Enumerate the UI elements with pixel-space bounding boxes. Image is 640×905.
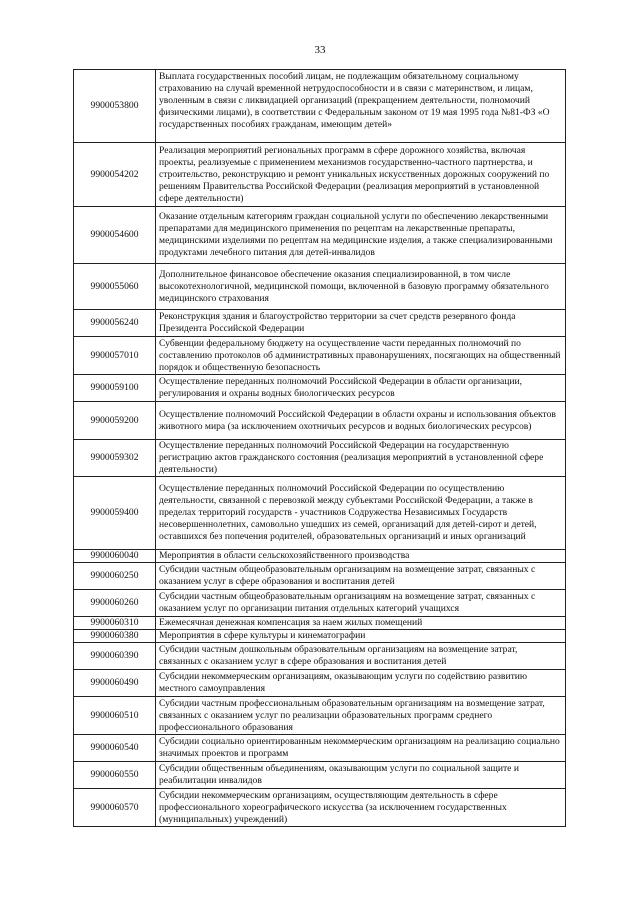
row-description: Субсидии частным общеобразовательным организациям на возмещение затрат, связанных с оказанием услуг по организации питания отдельных категорий учащихся: [156, 590, 566, 617]
row-description: Субсидии некоммерческим организациям, осуществляющим деятельность в сфере профессионального хореографического искусства (за исключением государственных (муниципальных) учреждений): [156, 789, 566, 827]
row-code: 9900059302: [74, 440, 156, 477]
row-code: 9900054202: [74, 143, 156, 207]
row-code: 9900060260: [74, 590, 156, 617]
row-code: 9900060390: [74, 643, 156, 670]
table-row: [74, 643, 566, 670]
table-row: [74, 617, 566, 630]
table-row: [74, 630, 566, 643]
row-description: Субсидии частным профессиональным образовательным организациям на возмещение затрат, связанных с оказанием услуг по реализации образовательных программ среднего профессионального образования: [156, 697, 566, 735]
row-code: 9900055060: [74, 264, 156, 310]
table-row: [74, 440, 566, 477]
row-code: 9900053800: [74, 70, 156, 143]
row-code: 9900059100: [74, 375, 156, 402]
row-code: 9900060040: [74, 550, 156, 563]
row-description: Мероприятия в сфере культуры и кинематографии: [156, 630, 566, 643]
row-code: 9900060550: [74, 762, 156, 789]
row-description: Оказание отдельным категориям граждан социальной услуги по обеспечению лекарственными препаратами для медицинского применения по рецептам на лекарственные препараты, медицинскими изделиями по рецептам на медицинские изделия, а также специализированными продуктами лечебного питания для детей-инвалидов: [156, 207, 566, 264]
table-row: [74, 402, 566, 440]
table-row: [74, 207, 566, 264]
table-row: [74, 563, 566, 590]
table-row: [74, 789, 566, 827]
table-row: [74, 310, 566, 337]
row-description: Субсидии общественным объединениям, оказывающим услуги по социальной защите и реабилитации инвалидов: [156, 762, 566, 789]
row-code: 9900060510: [74, 697, 156, 735]
row-code: 9900056240: [74, 310, 156, 337]
row-description: Мероприятия в области сельскохозяйственного производства: [156, 550, 566, 563]
table-row: [74, 264, 566, 310]
row-description: Реализация мероприятий региональных программ в сфере дорожного хозяйства, включая проекты, реализуемые с применением механизмов государственно-частного партнерства, и строительство, реконструкцию и ремонт уникальных искусственных дорожных сооружений по решениям Правительства Российской Федерации (реализация мероприятий в установленной сфере деятельности): [156, 143, 566, 207]
row-code: 9900059400: [74, 477, 156, 550]
row-description: Осуществление переданных полномочий Российской Федерации в области организации, регулирования и охраны водных биологических ресурсов: [156, 375, 566, 402]
table-row: [74, 550, 566, 563]
row-description: Субсидии частным общеобразовательным организациям на возмещение затрат, связанных с оказанием услуг в сфере образования и воспитания детей: [156, 563, 566, 590]
table-row: [74, 735, 566, 762]
row-description: Дополнительное финансовое обеспечение оказания специализированной, в том числе высокотехнологичной, медицинской помощи, включенной в базовую программу обязательного медицинского страхования: [156, 264, 566, 310]
row-code: 9900054600: [74, 207, 156, 264]
table-row: [74, 477, 566, 550]
budget-codes-table: [73, 69, 566, 827]
row-description: Реконструкция здания и благоустройство территории за счет средств резервного фонда Президента Российской Федерации: [156, 310, 566, 337]
table-row: [74, 590, 566, 617]
row-code: 9900060250: [74, 563, 156, 590]
row-code: 9900060540: [74, 735, 156, 762]
row-code: 9900060310: [74, 617, 156, 630]
row-description: Субсидии социально ориентированным некоммерческим организациям на реализацию социально значимых проектов и программ: [156, 735, 566, 762]
table-row: [74, 337, 566, 375]
row-description: Осуществление переданных полномочий Российской Федерации на государственную регистрацию актов гражданского состояния (реализация мероприятий в установленной сфере деятельности): [156, 440, 566, 477]
row-description: Выплата государственных пособий лицам, не подлежащим обязательному социальному страхованию на случай временной нетрудоспособности и в связи с материнством, и лицам, уволенным в связи с ликвидацией организаций (прекращением деятельности, полномочий физическими лицами), в соответствии с Федеральным законом от 19 мая 1995 года №81-ФЗ «О государственных пособиях гражданам, имеющим детей»: [156, 70, 566, 143]
row-code: 9900060570: [74, 789, 156, 827]
table-row: [74, 670, 566, 697]
row-description: Субвенции федеральному бюджету на осуществление части переданных полномочий по составлению протоколов об административных правонарушениях, посягающих на общественный порядок и общественную безопасность: [156, 337, 566, 375]
row-code: 9900060380: [74, 630, 156, 643]
table-row: [74, 375, 566, 402]
table-row: [74, 762, 566, 789]
table-row: [74, 697, 566, 735]
row-description: Осуществление переданных полномочий Российской Федерации по осуществлению деятельности, связанной с перевозкой между субъектами Российской Федерации, а также в пределах территорий государств - участников Содружества Независимых Государств несовершеннолетних, самовольно ушедших из семей, организаций для детей-сирот и детей, оставшихся без попечения родителей, образовательных организаций и иных организаций: [156, 477, 566, 550]
row-description: Субсидии некоммерческим организациям, оказывающим услуги по содействию развитию местного самоуправления: [156, 670, 566, 697]
row-description: Субсидии частным дошкольным образовательным организациям на возмещение затрат, связанных с оказанием услуг в сфере образования и воспитания детей: [156, 643, 566, 670]
table-row: [74, 70, 566, 143]
table-row: [74, 143, 566, 207]
row-description: Осуществление полномочий Российской Федерации в области охраны и использования объектов животного мира (за исключением охотничьих ресурсов и водных биологических ресурсов): [156, 402, 566, 440]
row-code: 9900060490: [74, 670, 156, 697]
row-code: 9900059200: [74, 402, 156, 440]
row-code: 9900057010: [74, 337, 156, 375]
page-number: 33: [314, 44, 326, 56]
row-description: Ежемесячная денежная компенсация за наем жилых помещений: [156, 617, 566, 630]
